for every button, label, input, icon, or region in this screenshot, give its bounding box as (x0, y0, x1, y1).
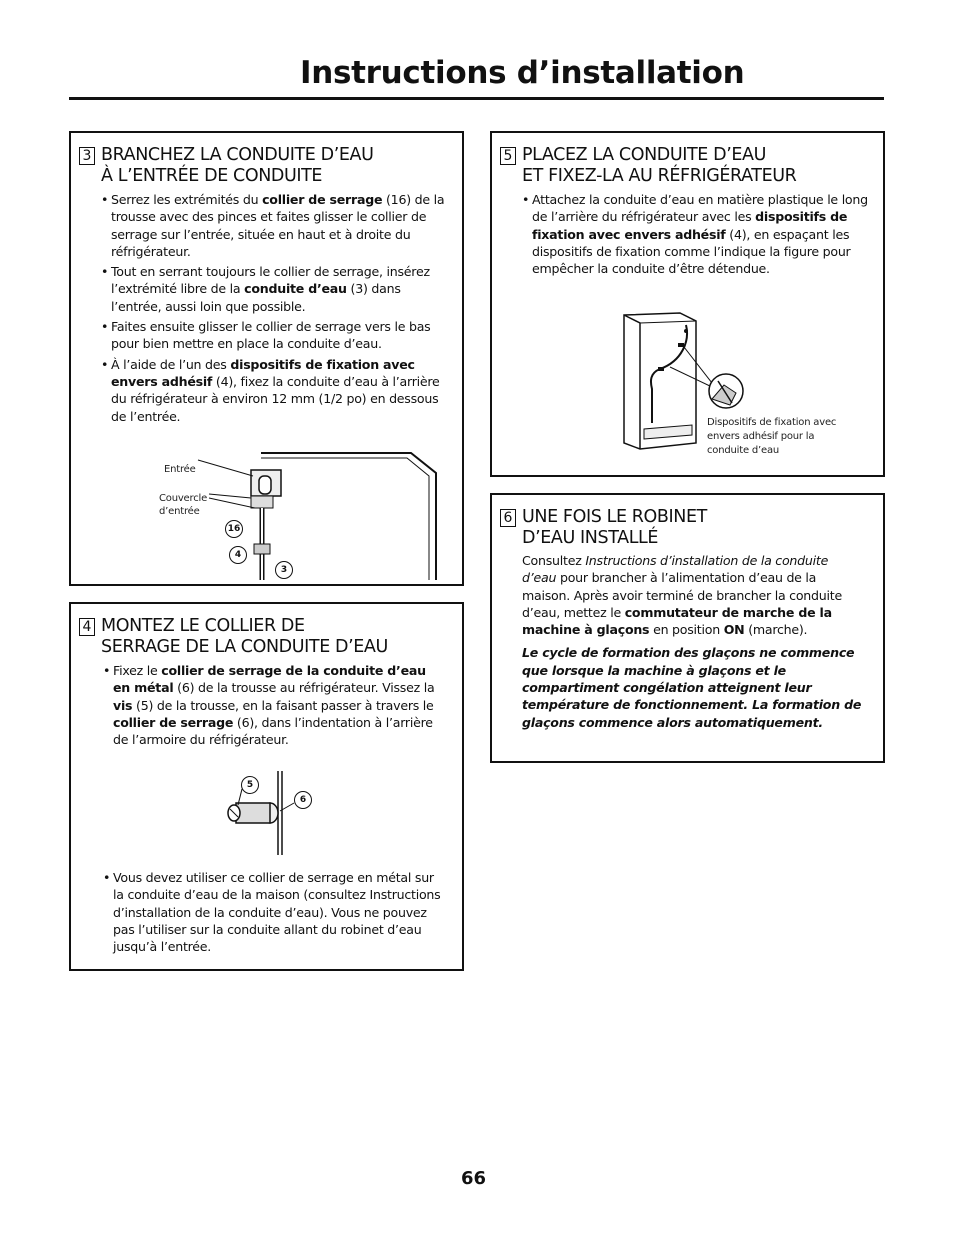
list-item: • Tout en serrant toujours le collier de serrage, insérez l’extrémité libre de la conduite d’eau (3) dans l’entrée, aussi loin que possible. (101, 263, 451, 315)
fridge-back-figure (620, 311, 880, 461)
list-item: • Vous devez utiliser ce collier de serrage en métal sur la conduite d’eau de la maison (consultez Instructions d’installation de la conduite d’eau). Vous ne pouvez pas l’utiliser sur la conduite allant du robinet d’eau jusqu’à l’entrée. (103, 869, 443, 955)
step-6-title (522, 507, 707, 549)
inlet-cover-label: Couvercle d’entrée (159, 493, 208, 517)
fasteners-caption: Dispositifs de fixation avec envers adhésif pour la conduite d’eau (707, 417, 837, 456)
step-6-box (490, 493, 885, 763)
page-title: Instructions d’installation (300, 55, 745, 91)
step-3-title (101, 145, 374, 187)
step-5-content (522, 191, 872, 280)
step-4-title-line2: SERRAGE DE LA CONDUITE D’EAU (101, 637, 388, 657)
step-6-number: 6 (500, 509, 516, 527)
step-6-title-line1: UNE FOIS LE ROBINET (522, 507, 707, 527)
step-3-box (69, 131, 464, 586)
list-item: • Faites ensuite glisser le collier de serrage vers le bas pour bien mettre en place la conduite d’eau. (101, 318, 451, 353)
step-4-bullets-2 (103, 869, 443, 955)
clamp-figure (216, 769, 326, 859)
step-3-title-line1: BRANCHEZ LA CONDUITE D’EAU (101, 145, 374, 165)
step-3-title-line2: À L’ENTRÉE DE CONDUITE (101, 166, 323, 186)
step-6-content (522, 552, 862, 731)
callout-16: 16 (225, 520, 243, 538)
step-5-bullets (522, 191, 872, 277)
callout-4: 4 (229, 546, 247, 564)
step-6-title-line2: D’EAU INSTALLÉ (522, 528, 659, 548)
step-6-note: Le cycle de formation des glaçons ne commence que lorsque la machine à glaçons et le compartiment congélation atteignent leur température de fonctionnement. La formation de glaçons commence alors automatiquement. (522, 645, 862, 730)
step-4-title (101, 616, 388, 658)
step-4-number: 4 (79, 618, 95, 636)
step-3-content (101, 191, 451, 428)
page-number: 66 (461, 1168, 487, 1189)
step-3-header (79, 145, 374, 187)
clamp-illustration (216, 769, 326, 859)
callout-6: 6 (294, 791, 312, 809)
step-5-header (500, 145, 796, 187)
step-6-paragraph: Consultez Instructions d’installation de la conduite d’eau pour brancher à l’alimentation d’eau de la maison. Après avoir terminé de brancher la conduite d’eau, mettez le commutateur de marche de la machine à glaçons en position ON (marche). (522, 553, 842, 638)
step-6-header (500, 507, 707, 549)
step-4-header (79, 616, 388, 658)
step-4-title-line1: MONTEZ LE COLLIER DE (101, 616, 305, 636)
step-4-content (103, 662, 443, 751)
callout-5: 5 (241, 776, 259, 794)
step-4-bullets (103, 662, 443, 748)
step-5-title (522, 145, 796, 187)
step-5-number: 5 (500, 147, 516, 165)
callout-3: 3 (275, 561, 293, 579)
step-4-box (69, 602, 464, 971)
step-3-number: 3 (79, 147, 95, 165)
step-3-bullets (101, 191, 451, 425)
title-rule (69, 97, 884, 100)
step-5-box (490, 131, 885, 477)
list-item: • Serrez les extrémités du collier de serrage (16) de la trousse avec des pinces et faites glisser le collier de serrage sur l’entrée, située en haut et à droite du réfrigérateur. (101, 191, 451, 260)
list-item: • À l’aide de l’un des dispositifs de fixation avec envers adhésif (4), fixez la conduite d’eau à l’arrière du réfrigérateur à environ 12 mm (1/2 po) en dessous de l’entrée. (101, 356, 451, 425)
step-5-title-line2: ET FIXEZ-LA AU RÉFRIGÉRATEUR (522, 166, 797, 186)
step-5-title-line1: PLACEZ LA CONDUITE D’EAU (522, 145, 766, 165)
step-4-content-2 (103, 869, 443, 958)
inlet-figure (151, 448, 451, 583)
inlet-label: Entrée (164, 464, 196, 475)
list-item: • Attachez la conduite d’eau en matière plastique le long de l’arrière du réfrigérateur avec les dispositifs de fixation avec envers adhésif (4), en espaçant les dispositifs de fixation comme l’indique la figure pour empêcher la conduite d’être détendue. (522, 191, 872, 277)
list-item: • Fixez le collier de serrage de la conduite d’eau en métal (6) de la trousse au réfrigérateur. Vissez la vis (5) de la trousse, en la faisant passer à travers le collier de serrage (6), dans l’indentation à l’arrière de l’armoire du réfrigérateur. (103, 662, 443, 748)
